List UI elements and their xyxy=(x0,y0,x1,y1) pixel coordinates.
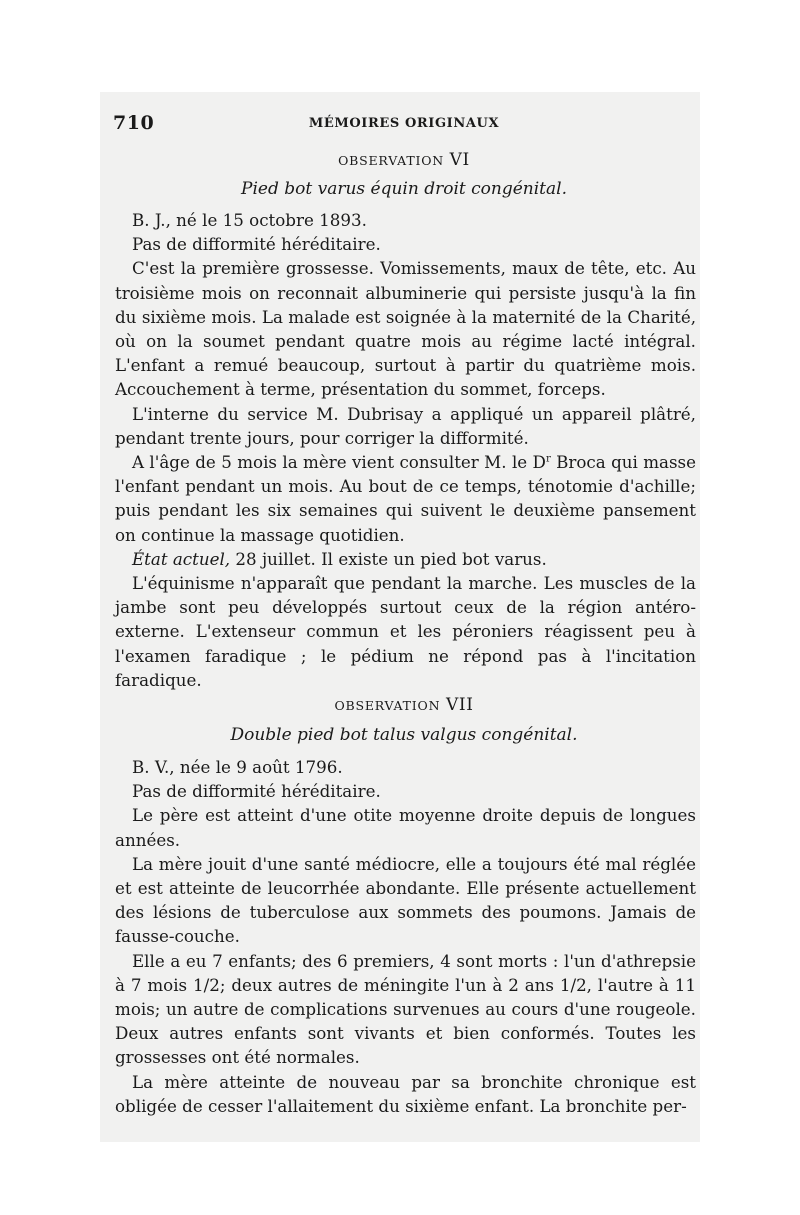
observation-6-number: VI xyxy=(449,150,470,170)
observation-7-text xyxy=(115,755,696,1118)
paragraph: Elle a eu 7 enfants; des 6 premiers, 4 sont morts : l'un d'athrepsie à 7 mois 1/2; deux autres de méningite l'un à 2 ans 1/2, l'autre à 11 mois; un autre de complications survenues au cours d'une rougeole. Deux autres enfants sont vivants et bien conformés. Toutes les grossesses ont été normales. xyxy=(115,950,696,1068)
observation-7-heading xyxy=(113,695,695,715)
paragraph: B. V., née le 9 août 1796. xyxy=(132,757,343,777)
page-number: 710 xyxy=(113,112,155,134)
italic-text: État actuel, xyxy=(132,548,231,569)
paragraph: Pas de difformité héréditaire. xyxy=(132,781,381,802)
page-header xyxy=(113,112,695,136)
paragraph xyxy=(115,450,696,547)
paragraph: Le père est atteint d'une otite moyenne droite depuis de longues années. xyxy=(115,805,696,850)
paragraph: L'interne du service M. Dubrisay a appliqué un appareil plâtré, pendant trente jours, pour corriger la difformité. xyxy=(115,403,696,448)
superscript: r xyxy=(545,453,551,465)
observation-7-label: OBSERVATION xyxy=(334,698,441,713)
paragraph: Pas de difformité héréditaire. xyxy=(132,234,381,255)
observation-6-title: Pied bot varus équin droit congénital. xyxy=(241,179,567,199)
paragraph: L'équinisme n'apparaît que pendant la marche. Les muscles de la jambe sont peu développés surtout ceux de la région antéro-externe. L'extenseur commun et les péroniers réagissent peu à l'examen faradique ; le pédium ne répond pas à l'incitation faradique. xyxy=(115,573,696,690)
observation-7-title: Double pied bot talus valgus congénital. xyxy=(230,725,578,745)
paragraph: La mère atteinte de nouveau par sa bronchite chronique est obligée de cesser l'allaitement du sixième enfant. La bronchite per- xyxy=(115,1071,696,1116)
paragraph: La mère jouit d'une santé médiocre, elle a toujours été mal réglée et est atteinte de leucorrhée abondante. Elle présente actuellement des lésions de tuberculose aux sommets des poumons. Jamais de fausse-couche. xyxy=(115,853,696,947)
paragraph: C'est la première grossesse. Vomissements, maux de tête, etc. Au troisième mois on reconnait albuminerie qui persiste jusqu'à la fin du sixième mois. La malade est soignée à la maternité de la Charité, où on la soumet pendant quatre mois au régime lacté intégral. L'enfant a remué beaucoup, surtout à partir du quatrième mois. Accouchement à terme, présentation du sommet, forceps. xyxy=(115,258,696,400)
paragraph-text: A l'âge de 5 mois la mère vient consulter M. le D xyxy=(132,452,546,473)
observation-7-number: VII xyxy=(446,695,474,715)
paragraph-text: Broca qui masse l'enfant pendant un mois. Au bout de ce temps, ténotomie d'achille; puis pendant les six semaines qui suivent le deuxième pansement on continue la massage quotidien. xyxy=(115,452,696,545)
paragraph xyxy=(115,547,696,571)
observation-6-label: OBSERVATION xyxy=(338,153,444,168)
observation-6-heading xyxy=(113,150,695,170)
paragraph: B. J., né le 15 octobre 1893. xyxy=(132,210,367,230)
running-head: MÉMOIRES ORIGINAUX xyxy=(308,116,500,131)
observation-6-text xyxy=(115,208,696,692)
paragraph-text: 28 juillet. Il existe un pied bot varus. xyxy=(230,548,547,569)
